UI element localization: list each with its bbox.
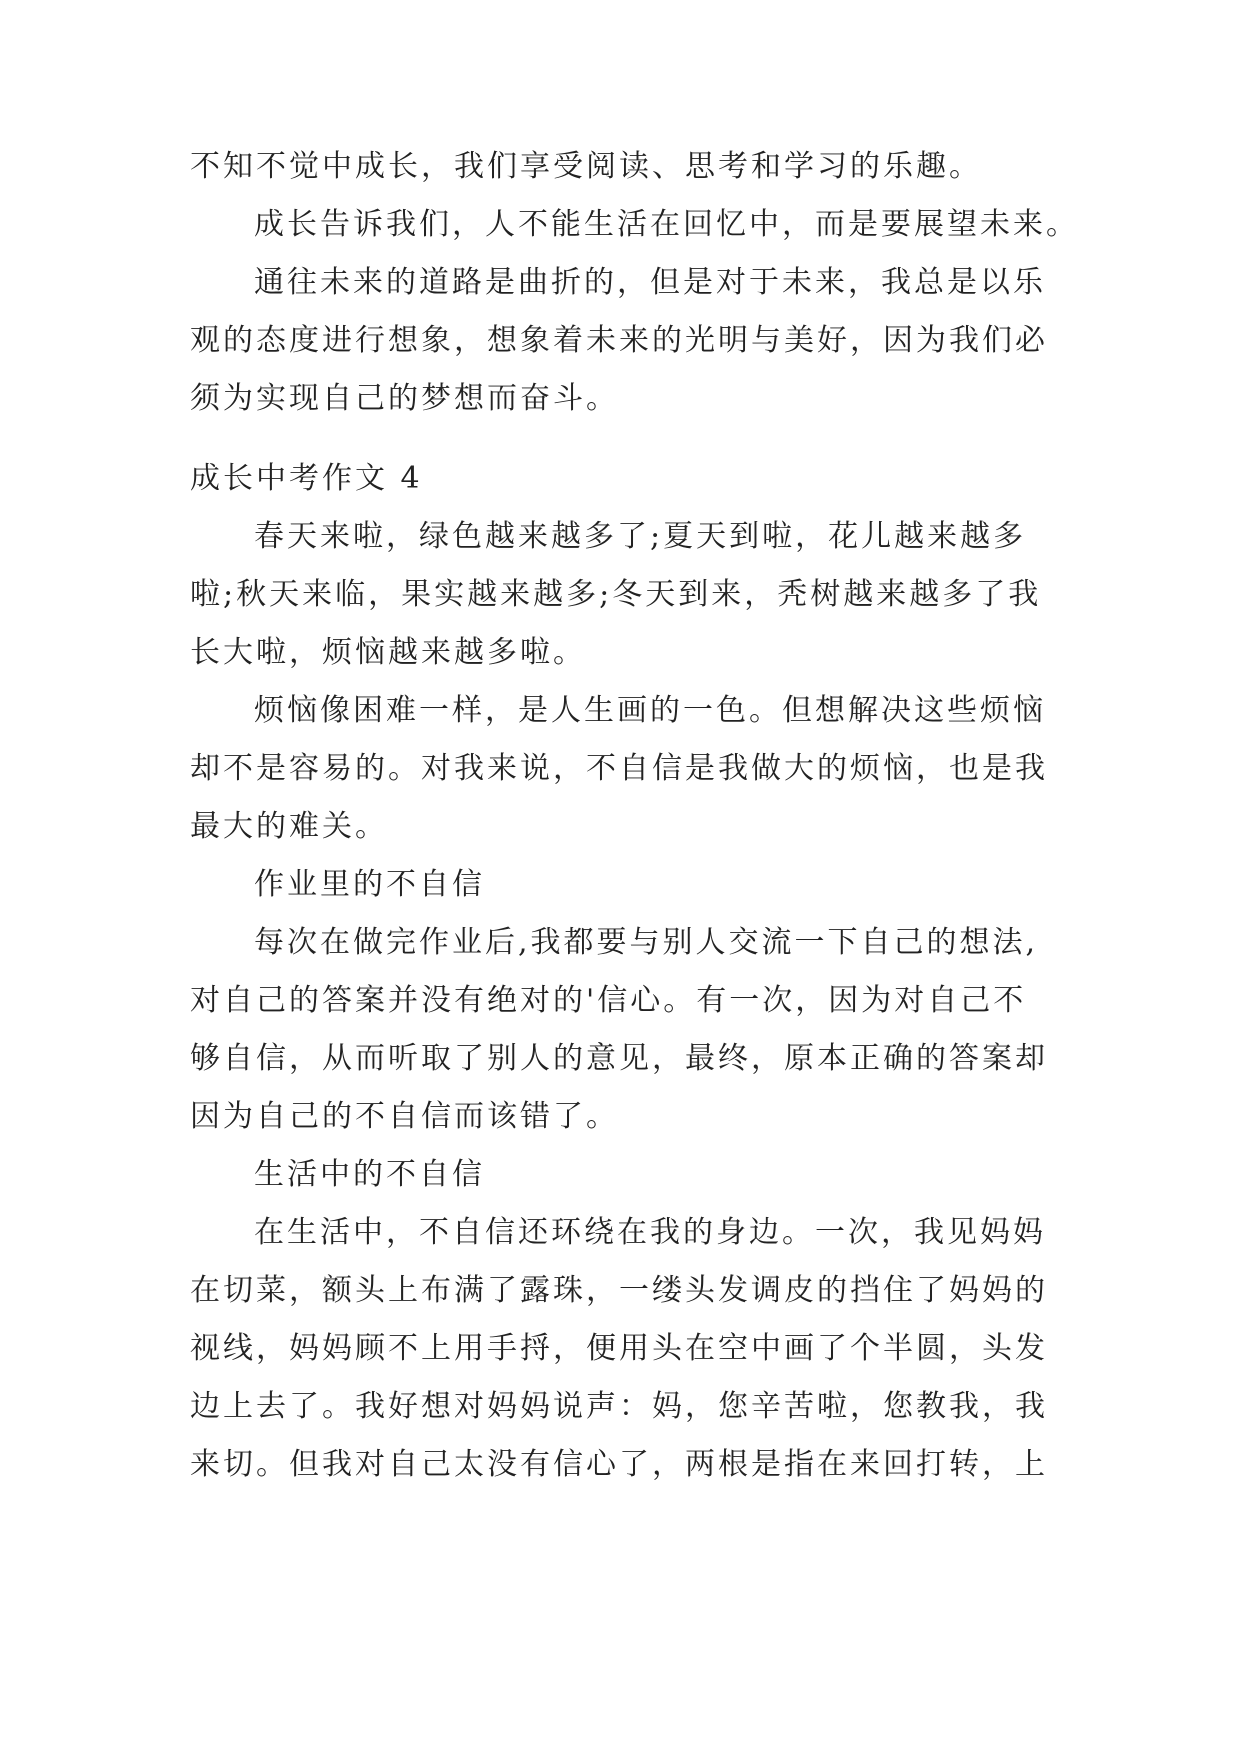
subheading-text: 生活中的不自信 xyxy=(254,1157,485,1192)
text-line: 不知不觉中成长，我们享受阅读、思考和学习的乐趣。 xyxy=(190,149,982,184)
subheading xyxy=(190,1146,1050,1204)
subheading-text: 作业里的不自信 xyxy=(254,867,485,902)
text-line: 边上去了。我好想对妈妈说声：妈，您辛苦啦，您教我，我 xyxy=(190,1389,1048,1424)
paragraph xyxy=(190,196,1079,254)
text-line: 须为实现自己的梦想而奋斗。 xyxy=(190,381,619,416)
text-line: 每次在做完作业后,我都要与别人交流一下自己的想法, xyxy=(254,925,1039,960)
section-heading xyxy=(190,450,1050,508)
heading-text: 成长中考作文 4 xyxy=(190,461,423,496)
text-line: 在切菜，额头上布满了露珠，一缕头发调皮的挡住了妈妈的 xyxy=(190,1273,1048,1308)
text-line: 却不是容易的。对我来说，不自信是我做大的烦恼，也是我 xyxy=(190,751,1048,786)
text-line: 视线，妈妈顾不上用手捋，便用头在空中画了个半圆，头发 xyxy=(190,1331,1048,1366)
text-line: 观的态度进行想象，想象着未来的光明与美好，因为我们必 xyxy=(190,323,1048,358)
text-line: 最大的难关。 xyxy=(190,809,388,844)
paragraph xyxy=(190,682,1050,856)
text-line: 啦;秋天来临，果实越来越多;冬天到来，秃树越来越多了我 xyxy=(190,577,1042,612)
subheading xyxy=(190,856,1050,914)
paragraph xyxy=(190,254,1050,428)
text-line: 春天来啦，绿色越来越多了;夏天到啦，花儿越来越多 xyxy=(254,519,1027,554)
text-line: 通往未来的道路是曲折的，但是对于未来，我总是以乐 xyxy=(254,265,1046,300)
text-line: 够自信，从而听取了别人的意见，最终，原本正确的答案却 xyxy=(190,1041,1048,1076)
paragraph xyxy=(190,914,1050,1146)
text-line: 烦恼像困难一样，是人生画的一色。但想解决这些烦恼 xyxy=(254,693,1046,728)
paragraph xyxy=(190,1204,1050,1494)
text-line: 在生活中，不自信还环绕在我的身边。一次，我见妈妈 xyxy=(254,1215,1046,1250)
text-line: 来切。但我对自己太没有信心了，两根是指在来回打转，上 xyxy=(190,1447,1048,1482)
text-line: 对自己的答案并没有绝对的'信心。有一次，因为对自己不 xyxy=(190,983,1027,1018)
paragraph-continuation xyxy=(190,138,1050,196)
text-line: 因为自己的不自信而该错了。 xyxy=(190,1099,619,1134)
paragraph xyxy=(190,508,1050,682)
text-line: 成长告诉我们，人不能生活在回忆中，而是要展望未来。 xyxy=(254,207,1079,242)
text-line: 长大啦，烦恼越来越多啦。 xyxy=(190,635,586,670)
